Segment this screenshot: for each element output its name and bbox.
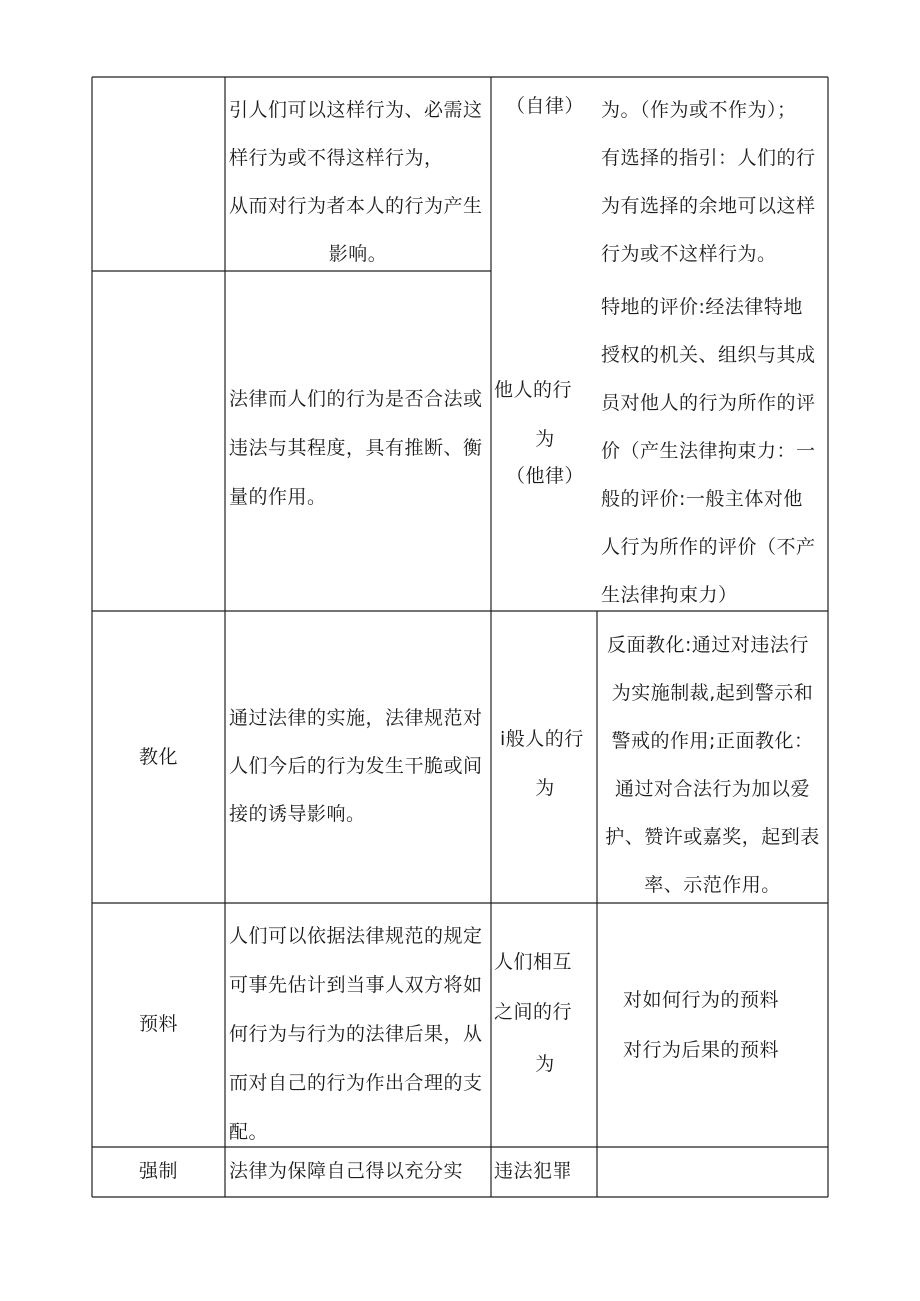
row1-object-line: （自律） [505,95,584,117]
row2-description-line: 违法与其程度，具有推断、衡 [229,437,483,459]
row1-description-line: 影响。 [328,243,388,265]
row1-type-line: 为有选择的余地可以这样 [601,195,816,217]
row4-type-line: 对行为后果的预料 [623,1039,780,1061]
row4-description-line: 而对自己的行为作出合理的支 [229,1072,483,1094]
row2-description-line: 法律而人们的行为是否合法或 [229,388,483,410]
row2-object-line: 他人的行 [494,379,573,401]
row2-object-line: （他律） [505,465,584,487]
row3-description-line: 通过法律的实施，法律规范对 [229,707,483,729]
row2-type-line: 人行为所作的评价（不产 [601,536,816,558]
row3-object-line: 为 [535,777,555,799]
row4-function-label: 预料 [138,1013,178,1035]
row2-type-line: 授权的机关、组织与其成 [601,344,816,366]
row4-object-line: 人们相互 [494,951,573,973]
row1-description-line: 样行为或不得这样行为， [229,147,444,169]
row2-type-line: 价（产生法律拘束力：一 [601,440,816,462]
row4-object-line: 之间的行 [494,1001,573,1023]
row1-type-line: 有选择的指引：人们的行 [601,147,816,169]
row4-object-line: 为 [535,1053,555,1075]
row3-type-line: 率、示范作用。 [644,874,781,896]
row2-object-line: 为 [535,428,555,450]
row1-description-line: 引人们可以这样行为、必需这 [229,99,483,121]
row3-type-line: 警戒的作用;正面教化： [611,730,814,752]
row3-type-line: 反面教化:通过对违法行 [607,634,809,656]
row3-object-line: i般人的行 [500,728,584,750]
row2-type-line: 员对他人的行为所作的评 [601,392,816,414]
row3-type-line: 通过对合法行为加以爱 [614,778,810,800]
row2-description-line: 量的作用。 [229,486,327,508]
row1-type-line: 为。（作为或不作为）； [601,99,797,121]
row3-function-label: 教化 [138,746,178,768]
row2-type-line: 特地的评价:经法律特地 [601,296,803,318]
row3-description-line: 接的诱导影响。 [229,803,366,825]
row5-description-line: 法律为保障自己得以充分实 [229,1160,464,1182]
row1-description-line: 从而对行为者本人的行为产生 [229,195,483,217]
row4-type-line: 对如何行为的预料 [623,989,780,1011]
row2-type-line: 般的评价:一般主体对他 [601,488,803,510]
row4-description-line: 何行为与行为的法律后果，从 [229,1023,483,1045]
row3-description-line: 人们今后的行为发生干脆或间 [229,755,483,777]
row2-type-line: 生法律拘束力） [601,584,738,606]
row4-description-line: 配。 [229,1121,269,1143]
row4-description-line: 人们可以依据法律规范的规定 [229,925,483,947]
row5-object-line: 违法犯罪 [494,1160,573,1182]
row4-description-line: 可事先估计到当事人双方将如 [229,974,483,996]
row3-type-line: 为实施制裁,起到警示和 [611,682,814,704]
row5-function-label: 强制 [138,1160,178,1182]
row3-type-line: 护、赞许或嘉奖，起到表 [605,826,820,848]
row1-type-line: 行为或不这样行为。 [601,243,777,265]
